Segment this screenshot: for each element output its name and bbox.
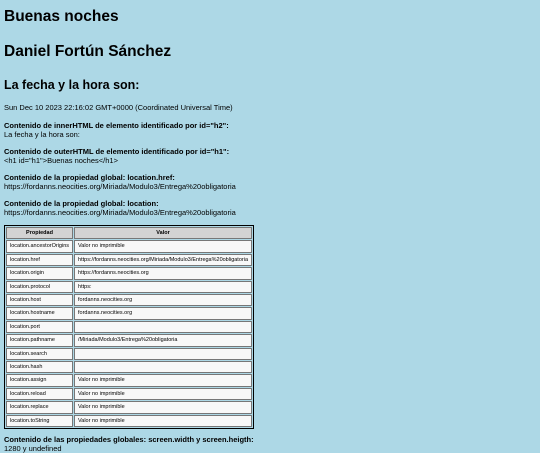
block-title: Contenido de las propiedades globales: screen.width y screen.heigth: [4,435,254,445]
location-properties-table [4,225,254,429]
property-cell: location.assign [6,374,73,386]
column-header-property: Propiedad [6,227,73,239]
table-row [6,281,252,293]
block-value: La fecha y la hora son: [4,130,80,139]
table-row [6,415,252,427]
property-cell: location.hostname [6,307,73,319]
block-value: https://fordanns.neocities.org/Miriada/Modulo3/Entrega%20obligatoria [4,182,236,191]
property-cell: location.href [6,254,73,266]
table-row [6,307,252,319]
property-cell: location.protocol [6,281,73,293]
value-cell: fordanns.neocities.org [74,307,252,319]
value-cell: Valor no imprimible [74,388,252,400]
block-value: 1280 y undefined [4,444,62,453]
value-cell: Valor no imprimible [74,415,252,427]
property-cell: location.toString [6,415,73,427]
table-row [6,321,252,333]
current-date-text: Sun Dec 10 2023 22:16:02 GMT+0000 (Coordinated Universal Time) [4,103,233,112]
date-label-heading: La fecha y la hora son: [4,78,140,92]
outerhtml-h1-block [4,147,536,165]
property-cell: location.ancestorOrigins [6,240,73,252]
table-row [6,267,252,279]
block-value: <h1 id="h1">Buenas noches</h1> [4,156,118,165]
greeting-heading: Buenas noches [4,8,119,25]
column-header-value: Valor [74,227,252,239]
value-cell: Valor no imprimible [74,401,252,413]
value-cell: https://fordanns.neocities.org/Miriada/Modulo3/Entrega%20obligatoria [74,254,252,266]
table-row [6,388,252,400]
block-title: Contenido de outerHTML de elemento identificado por id="h1": [4,147,230,156]
property-cell: location.port [6,321,73,333]
property-cell: location.host [6,294,73,306]
property-cell: location.search [6,348,73,360]
table-row [6,240,252,252]
table-header-row [6,227,252,239]
value-cell: Valor no imprimible [74,374,252,386]
location-href-block [4,173,536,191]
author-name-heading: Daniel Fortún Sánchez [4,43,172,60]
table-row [6,348,252,360]
value-cell: https: [74,281,252,293]
innerhtml-h2-block [4,121,536,139]
block-title: Contenido de innerHTML de elemento identificado por id="h2": [4,121,229,130]
screen-dimensions-block [4,435,536,453]
value-cell: Valor no imprimible [74,240,252,252]
block-title: Contenido de la propiedad global: location: [4,199,159,208]
table-row [6,294,252,306]
table-row [6,334,252,346]
value-cell [74,321,252,333]
block-value: https://fordanns.neocities.org/Miriada/Modulo3/Entrega%20obligatoria [4,208,236,217]
value-cell [74,361,252,373]
property-cell: location.reload [6,388,73,400]
value-cell: https://fordanns.neocities.org [74,267,252,279]
property-cell: location.pathname [6,334,73,346]
property-cell: location.replace [6,401,73,413]
table-row [6,254,252,266]
value-cell [74,348,252,360]
property-cell: location.origin [6,267,73,279]
table-row [6,401,252,413]
value-cell: fordanns.neocities.org [74,294,252,306]
value-cell: /Miriada/Modulo3/Entrega%20obligatoria [74,334,252,346]
table-row [6,374,252,386]
table-row [6,361,252,373]
property-cell: location.hash [6,361,73,373]
location-block [4,199,536,217]
block-title: Contenido de la propiedad global: location.href: [4,173,175,182]
